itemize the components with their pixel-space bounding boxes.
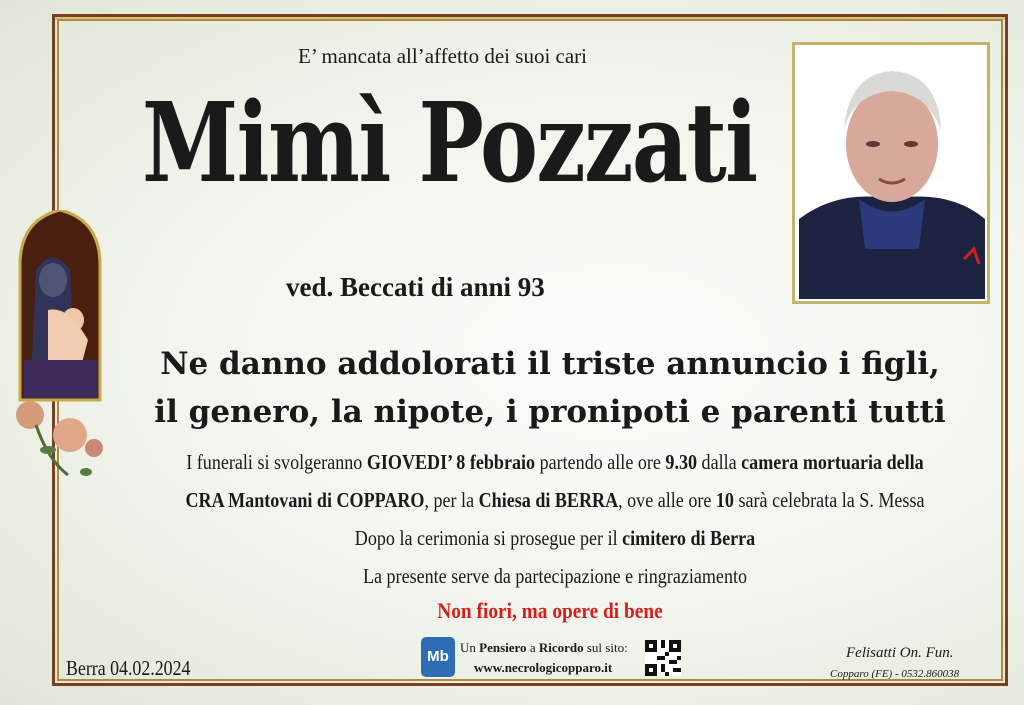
no-flowers-line: Non fiori, ma opere di bene xyxy=(437,598,663,623)
text: dalla xyxy=(697,450,742,474)
agency-name: Felisatti On. Fun. xyxy=(846,645,954,661)
notice-date: Berra 04.02.2024 xyxy=(66,656,191,680)
text: , per la xyxy=(424,488,479,512)
funeral-line-4: La presente serve da partecipazione e ringraziamento xyxy=(362,564,748,588)
departure-place: camera mortuaria della xyxy=(741,450,924,474)
text: sarà celebrata la S. Messa xyxy=(733,488,925,512)
departure-time: 9.30 xyxy=(665,450,698,474)
mass-time: 10 xyxy=(715,488,734,512)
funeral-line-2 xyxy=(78,488,1024,513)
site-caption xyxy=(460,640,628,656)
text: sul sito: xyxy=(583,640,628,655)
agency-info: Copparo (FE) - 0532.860038 xyxy=(830,668,960,680)
portrait-photo-icon xyxy=(799,49,985,299)
text: , ove alle ore xyxy=(618,488,716,512)
announcement-line-1: Ne danno addolorati il triste annuncio i figli, xyxy=(160,346,940,382)
announcement-line-2: il genero, la nipote, i pronipoti e parenti tutti xyxy=(154,394,946,430)
widow-age-line: ved. Beccati di anni 93 xyxy=(286,272,545,302)
portrait-photo xyxy=(792,42,990,304)
text: I funerali si svolgeranno xyxy=(186,450,367,474)
text: Un xyxy=(460,640,480,655)
facility-name: CRA Mantovani di COPPARO xyxy=(185,488,425,512)
site-url-link[interactable]: www.necrologicopparo.it xyxy=(474,660,613,675)
text: partendo alle ore xyxy=(535,450,666,474)
day-date: GIOVEDI’ 8 febbraio xyxy=(366,450,536,474)
church-name: Chiesa di BERRA xyxy=(478,488,619,512)
text: a xyxy=(526,640,539,655)
cemetery-name: cimitero di Berra xyxy=(622,526,756,550)
qr-code-icon[interactable] xyxy=(645,640,681,676)
mb-logo-icon: Mb xyxy=(421,637,455,677)
text: Ricordo xyxy=(538,640,584,655)
funeral-line-1 xyxy=(78,450,1024,475)
funeral-line-3 xyxy=(78,526,1024,551)
intro-line: E’ mancata all’affetto dei suoi cari xyxy=(298,44,587,68)
text: Pensiero xyxy=(479,640,527,655)
deceased-name: Mimì Pozzati xyxy=(142,78,757,207)
text: Dopo la cerimonia si prosegue per il xyxy=(354,526,623,550)
